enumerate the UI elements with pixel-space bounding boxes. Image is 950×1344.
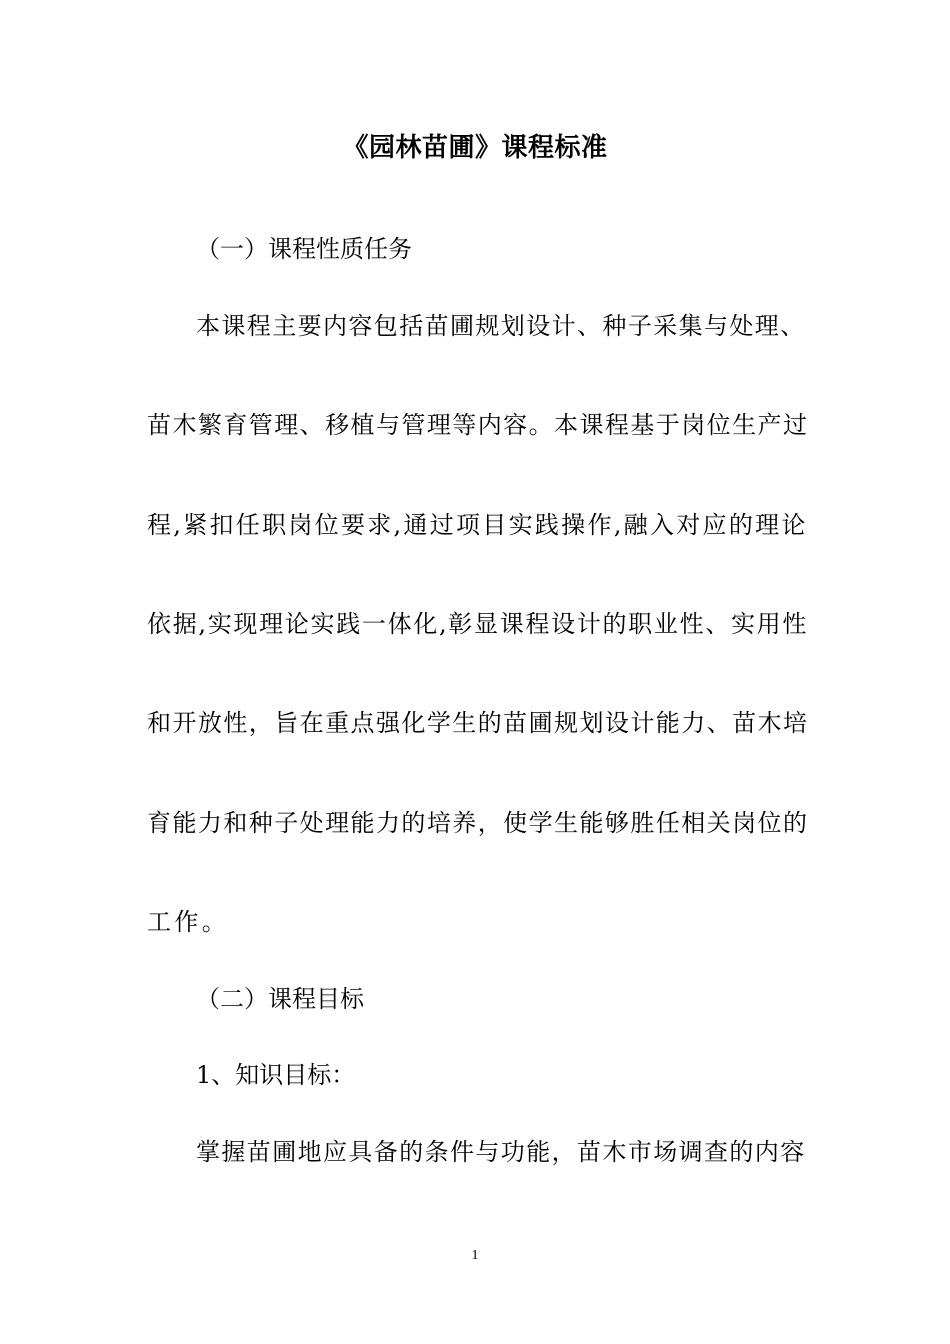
paragraph-line: 本课程主要内容包括苗圃规划设计、种子采集与处理、 [196, 312, 806, 340]
paragraph-line: 程,紧扣任职岗位要求,通过项目实践操作,融入对应的理论 [147, 511, 808, 539]
paragraph-line: 苗木繁育管理、移植与管理等内容。本课程基于岗位生产过 [147, 411, 809, 439]
section-heading-course-nature: （一）课程性质任务 [196, 235, 412, 263]
page-number: 1 [471, 1248, 479, 1263]
paragraph-line: 掌握苗圃地应具备的条件与功能，苗木市场调查的内容 [196, 1138, 806, 1166]
section-heading-course-goals: （二）课程目标 [196, 985, 364, 1013]
paragraph-line: 育能力和种子处理能力的培养，使学生能够胜任相关岗位的 [147, 809, 809, 837]
paragraph-line: 工作。 [147, 908, 230, 936]
subsection-heading-knowledge-goals: 1、知识目标： [196, 1061, 356, 1089]
paragraph-line: 依据,实现理论实践一体化,彰显课程设计的职业性、实用性 [147, 610, 809, 638]
paragraph-line: 和开放性，旨在重点强化学生的苗圃规划设计能力、苗木培 [147, 709, 809, 737]
document-title: 《园林苗圃》课程标准 [342, 133, 608, 163]
